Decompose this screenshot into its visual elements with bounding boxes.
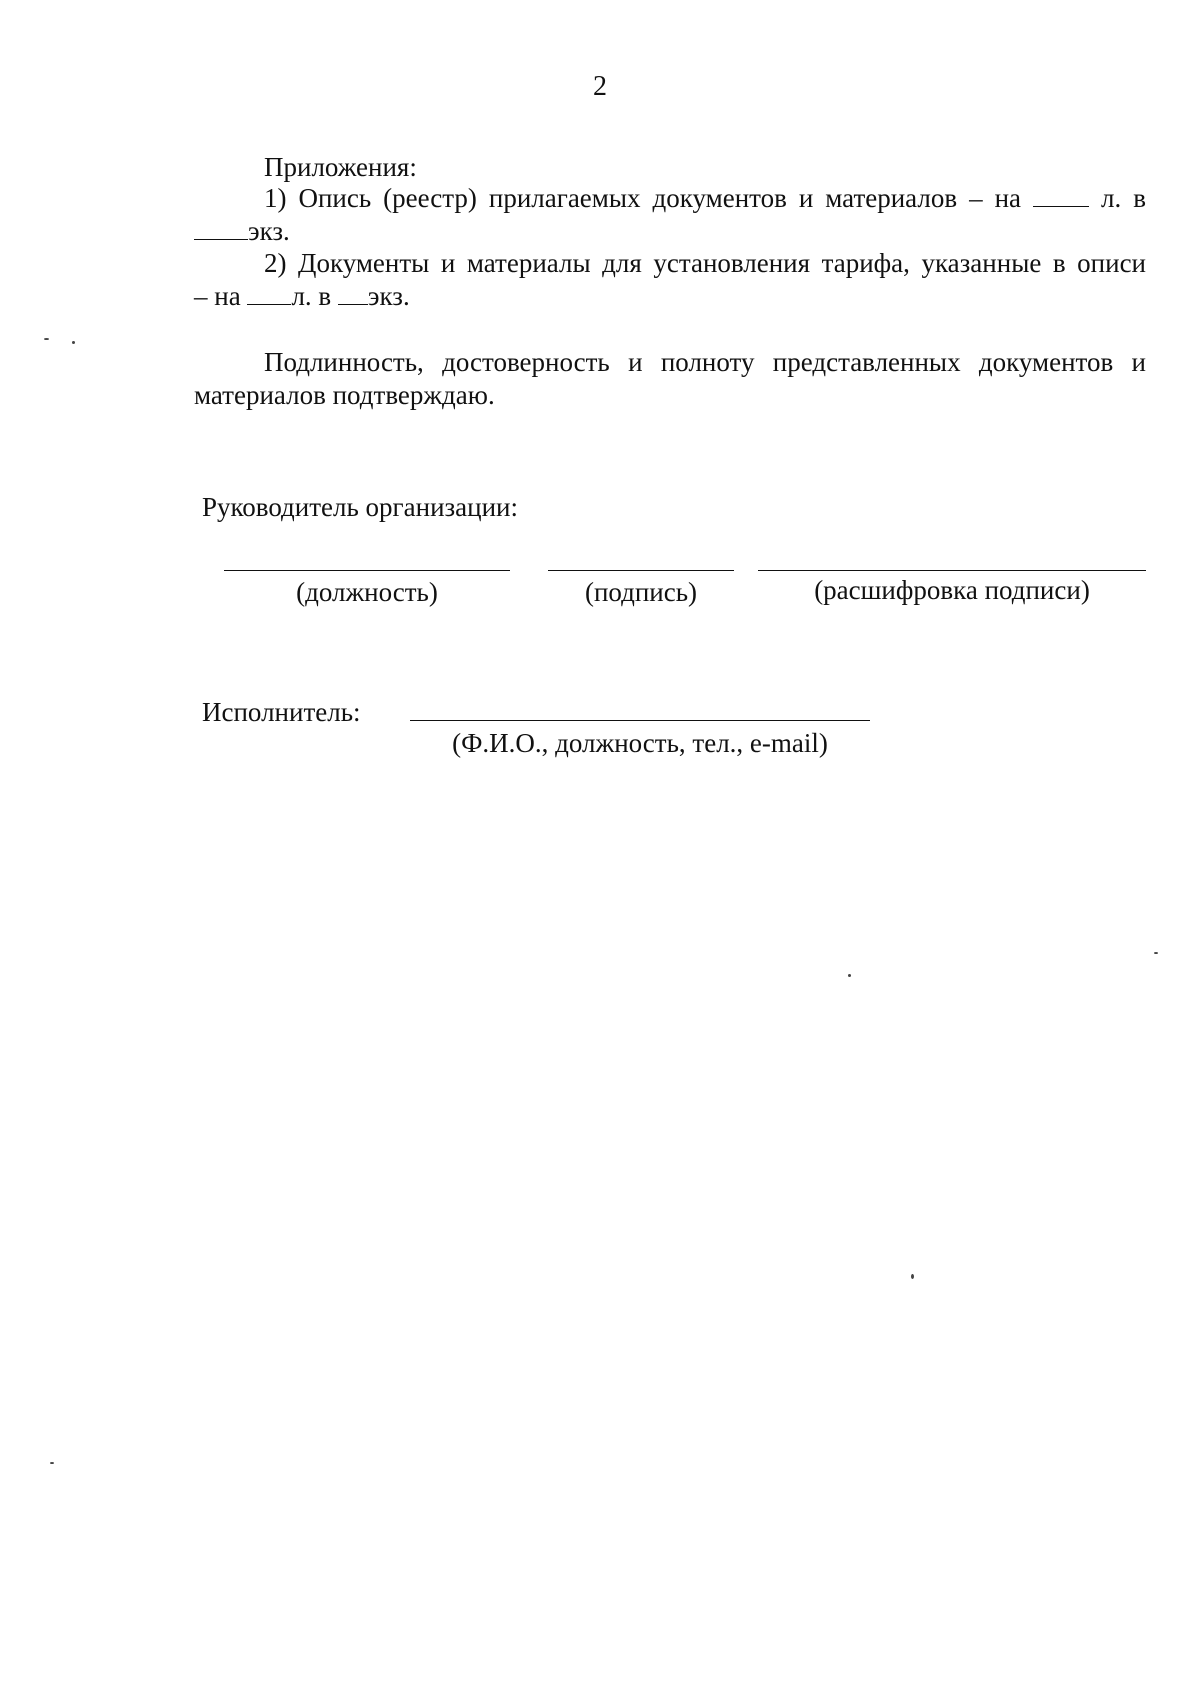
appendix-item-1-line-2	[194, 214, 290, 248]
scan-speck	[50, 1462, 54, 1464]
appendix-item-1-line-1	[264, 181, 1146, 215]
head-of-organization-label: Руководитель организации:	[202, 492, 519, 522]
appendix-item-1-text: 1) Опись (реестр) прилагаемых документов и материалов – на	[264, 183, 1022, 213]
signature-decoding-line[interactable]	[758, 570, 1146, 571]
appendix-item-2-line-1: 2) Документы и материалы для установления тарифа, указанные в описи	[264, 248, 1146, 278]
sheets-label-2: л. в	[291, 281, 332, 311]
sheets-count-blank-2[interactable]	[247, 303, 291, 305]
sheets-label: л. в	[1101, 183, 1147, 213]
position-caption: (должность)	[296, 577, 438, 607]
sheets-count-blank[interactable]	[1033, 205, 1089, 207]
page-number: 2	[593, 71, 607, 102]
executor-line[interactable]	[410, 720, 870, 721]
copies-label-2: экз.	[367, 281, 410, 311]
certification-line-2: материалов подтверждаю.	[194, 380, 495, 410]
copies-count-blank-2[interactable]	[338, 303, 368, 305]
signature-line[interactable]	[548, 570, 734, 571]
appendix-item-2-line-2	[194, 279, 410, 313]
scan-speck	[72, 341, 75, 344]
executor-caption: (Ф.И.О., должность, тел., e-mail)	[452, 728, 828, 758]
signature-decoding-caption: (расшифровка подписи)	[814, 575, 1090, 605]
position-line[interactable]	[224, 570, 510, 571]
scan-speck	[44, 338, 49, 340]
certification-line-1: Подлинность, достоверность и полноту представленных документов и	[264, 347, 1146, 377]
executor-label: Исполнитель:	[202, 697, 361, 727]
scan-speck	[911, 1274, 914, 1279]
on-label: – на	[194, 281, 241, 311]
copies-count-blank[interactable]	[194, 238, 248, 240]
signature-caption: (подпись)	[584, 577, 698, 607]
scan-speck	[1154, 952, 1158, 954]
copies-label: экз.	[248, 216, 290, 246]
scan-speck	[848, 974, 851, 977]
appendices-heading: Приложения:	[264, 152, 417, 182]
